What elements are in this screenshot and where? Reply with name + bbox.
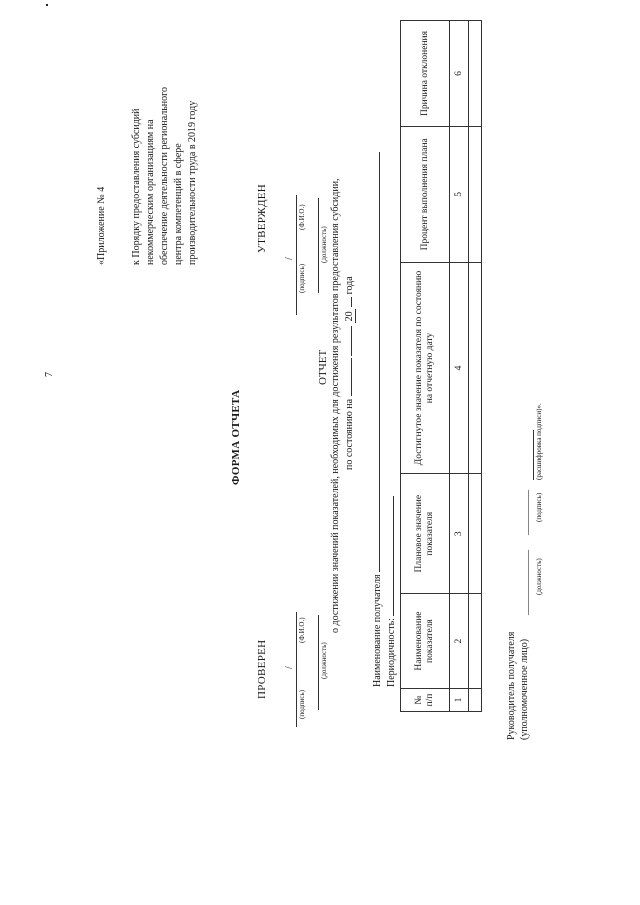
report-date-month-blank — [351, 326, 352, 356]
periodicity-label: Периодичность: — [386, 618, 397, 687]
col-name-header: Наименование показателя — [401, 594, 450, 689]
report-subtitle: о достижении значений показателей, необходимых для достижения результатов предоставления субсидии, — [330, 178, 341, 633]
footer-decoding-caption: (расшифровка подписи)». — [535, 403, 543, 480]
appendix-title: «Приложение № 4 — [96, 186, 107, 265]
col-number: 3 — [450, 474, 469, 594]
footer-underscore-1: _____________ — [519, 550, 530, 615]
col-number: 2 — [450, 594, 469, 689]
report-date-prefix: по состоянию на — [344, 398, 355, 470]
col-number-header: № п/п — [401, 689, 450, 712]
col-percent-header: Процент выполнения плана — [401, 126, 450, 262]
table-cell — [469, 21, 482, 127]
col-number: 1 — [450, 689, 469, 712]
recipient-line — [372, 152, 383, 687]
checked-position-line — [318, 615, 319, 710]
approved-name-caption: (Ф.И.О.) — [298, 204, 306, 230]
footer-line-2: (уполномоченное лицо) — [519, 638, 530, 740]
table-cell — [469, 474, 482, 594]
report-title: ОТЧЕТ — [317, 349, 329, 385]
checked-position-caption: (должность) — [320, 642, 328, 679]
form-title: ФОРМА ОТЧЕТА — [230, 389, 242, 485]
recipient-label: Наименование получателя — [372, 574, 383, 687]
checked-signature-caption: (подпись) — [298, 689, 306, 719]
col-number: 6 — [450, 21, 469, 127]
footer-position-caption: (должность) — [535, 558, 543, 595]
checked-label: ПРОВЕРЕН — [256, 639, 268, 699]
table-header-row — [401, 21, 450, 712]
checked-slash: / — [284, 666, 295, 669]
appendix-line: производительности труда в 2019 году — [187, 100, 198, 265]
approved-signature-caption: (подпись) — [298, 263, 306, 293]
report-date — [344, 276, 356, 470]
footer-decoding-line — [533, 430, 534, 480]
appendix-line: обеспечение деятельности регионального — [159, 86, 170, 265]
periodicity-blank — [393, 496, 394, 616]
page-number: 7 — [44, 372, 55, 377]
checked-name-caption: (Ф.И.О.) — [298, 617, 306, 643]
approved-position-caption: (должность) — [320, 226, 328, 263]
table-row — [469, 21, 482, 712]
col-achieved-header: Достигнутое значение показателя по состоянию на отчетную дату — [401, 262, 450, 474]
footer-signature-caption: (подпись) — [535, 492, 543, 522]
report-date-day-blank — [351, 358, 352, 396]
periodicity-line — [386, 496, 397, 687]
appendix-line: центра компетенций в сфере — [173, 143, 184, 265]
approved-label: УТВЕРЖДЕН — [256, 183, 268, 253]
appendix-block — [95, 87, 200, 265]
table-cell — [469, 126, 482, 262]
approved-signature-line — [296, 195, 297, 315]
col-number: 5 — [450, 126, 469, 262]
appendix-line: к Порядку предоставления субсидий — [131, 108, 142, 265]
approved-slash: / — [284, 257, 295, 260]
table-cell — [469, 262, 482, 474]
recipient-blank — [379, 152, 380, 572]
report-date-suffix: года — [344, 276, 355, 295]
col-planned-header: Плановое значение показателя — [401, 474, 450, 594]
table-cell — [469, 594, 482, 689]
indicators-table — [400, 20, 482, 712]
appendix-line: некоммерческим организациям на — [145, 119, 156, 265]
col-reason-header: Причина отклонения — [401, 21, 450, 127]
table-cell — [469, 689, 482, 712]
checked-signature-line — [296, 612, 297, 727]
footer-underscore-2: _________ — [519, 490, 530, 535]
report-date-year: 20 — [344, 311, 355, 322]
footer-line-1: Руководитель получателя — [506, 631, 517, 740]
approved-position-line — [318, 198, 319, 293]
col-number: 4 — [450, 262, 469, 474]
table-row — [450, 21, 469, 712]
report-date-year-blank — [351, 297, 352, 307]
